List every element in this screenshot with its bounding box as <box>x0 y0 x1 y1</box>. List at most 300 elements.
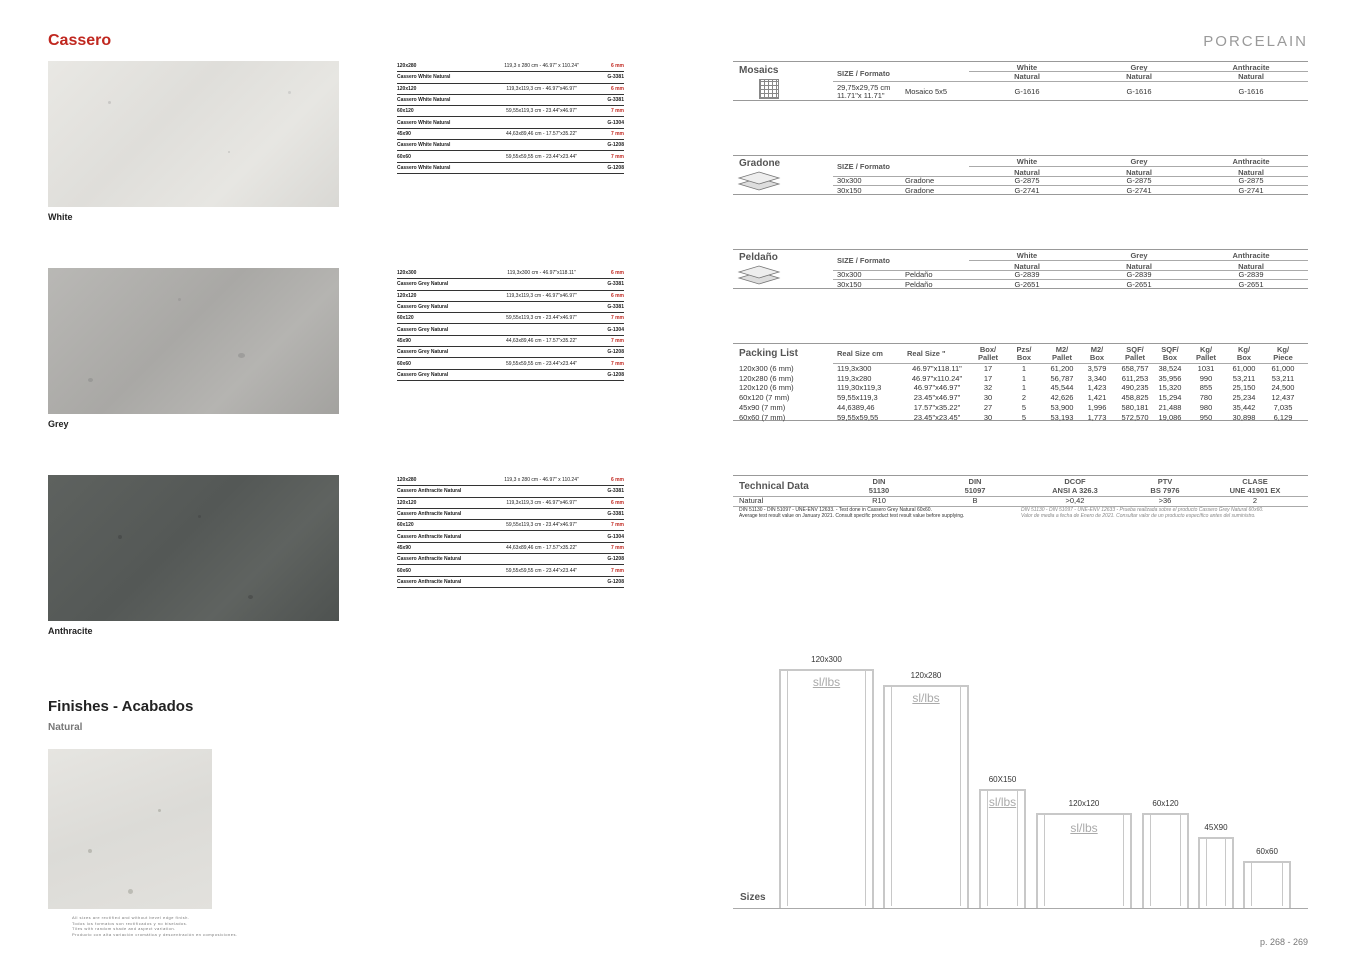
finish-natural-image <box>48 749 212 909</box>
finish-natural: Natural <box>1238 262 1264 271</box>
spec-name: Cassero White Natural <box>397 164 451 171</box>
peldano-table <box>733 249 1308 289</box>
packing-cell: 25,234 <box>1232 393 1256 403</box>
packing-cell: 38,524 <box>1158 364 1182 373</box>
swatch-anthracite-image <box>48 475 339 621</box>
swatch-white-image <box>48 61 339 207</box>
col-anthracite: Anthracite <box>1232 251 1270 260</box>
spec-row <box>397 520 624 531</box>
spec-dimensions: 44,63x89,46 cm - 17.57"x35.22" <box>505 544 578 551</box>
col-grey: Grey <box>1130 157 1148 166</box>
packing-cell: 120x280 (6 mm) <box>739 373 794 383</box>
col-anthracite: Anthracite <box>1232 157 1270 166</box>
spec-value: G-1208 <box>607 349 624 356</box>
spec-name: Cassero Grey Natural <box>397 326 449 333</box>
spec-dimensions: 119,3 x 280 cm - 46.97" x 110.24" <box>504 477 579 484</box>
spec-row <box>397 151 624 162</box>
spec-name: Cassero Anthracite Natural <box>397 488 462 495</box>
peldano-name: Peldaño <box>905 270 933 279</box>
spec-row <box>397 336 624 347</box>
tech-header: ANSI A 326.3 <box>1052 486 1098 495</box>
spec-name: 45x90 <box>397 337 411 344</box>
sizes-title: Sizes <box>740 892 766 903</box>
spec-dimensions: 59,55x59,55 cm - 23.44"x23.44" <box>505 153 578 160</box>
slab-inner-outline <box>891 685 961 906</box>
slab-label: 120x120 <box>1068 799 1100 808</box>
packing-cell: 60x60 (7 mm) <box>739 412 786 422</box>
slab-label: 45X90 <box>1204 823 1228 832</box>
packing-header: Pzs/ <box>1016 345 1032 354</box>
slabs-logo: sl/lbs <box>812 675 841 689</box>
spec-name: Cassero White Natural <box>397 142 451 149</box>
packing-cell: 46.97"x110.24" <box>911 373 963 383</box>
spec-row <box>397 117 624 128</box>
spec-row <box>397 577 624 588</box>
spec-row <box>397 543 624 554</box>
packing-cell: 5 <box>1021 412 1027 422</box>
slabs-logo: sl/lbs <box>988 795 1017 809</box>
packing-cell: 61,000 <box>1271 364 1295 373</box>
mosaic-icon <box>759 79 779 99</box>
packing-cell: 45x90 (7 mm) <box>739 402 786 412</box>
tech-header: CLASE <box>1242 477 1268 486</box>
peldano-size: 30x300 <box>837 270 862 279</box>
packing-cell: 1 <box>1021 373 1027 383</box>
col-white: White <box>1016 157 1038 166</box>
tech-value: 2 <box>1252 496 1258 505</box>
spec-row <box>397 358 624 369</box>
spec-name: 60x60 <box>397 567 411 574</box>
spec-list-white <box>397 61 624 174</box>
slab-inner-outline <box>1206 837 1226 906</box>
spec-row <box>397 95 624 106</box>
spec-name: 120x280 <box>397 477 417 484</box>
slabs-logo: sl/lbs <box>1070 821 1098 835</box>
spec-value: G-1208 <box>607 371 624 378</box>
packing-cell: 17 <box>983 364 993 373</box>
packing-cell: 780 <box>1199 393 1213 403</box>
gradone-title: Gradone <box>739 158 781 169</box>
spec-row <box>397 140 624 151</box>
peldano-code: G-2651 <box>1238 280 1264 289</box>
packing-cell: 12,437 <box>1271 393 1295 403</box>
gradone-code: G-2741 <box>1014 186 1040 195</box>
packing-cell: 1,423 <box>1087 383 1107 393</box>
spec-name: Cassero Anthracite Natural <box>397 556 462 563</box>
spec-name: Cassero Grey Natural <box>397 349 449 356</box>
peldano-code: G-2839 <box>1014 270 1040 279</box>
tech-value: B <box>972 496 978 505</box>
spec-row <box>397 554 624 565</box>
spec-dimensions: 59,55x59,55 cm - 23.44"x23.44" <box>505 360 578 367</box>
packing-cell: 1031 <box>1197 364 1215 373</box>
page-number: p. 268 - 269 <box>1259 937 1308 947</box>
packing-header: Pallet <box>1195 353 1216 362</box>
packing-cell: 30 <box>983 412 993 422</box>
packing-cell: 53,211 <box>1232 373 1256 383</box>
finish-natural: Natural <box>1238 72 1264 81</box>
gradone-name: Gradone <box>905 176 935 185</box>
packing-cell: 42,626 <box>1050 393 1074 403</box>
spec-name: 60x120 <box>397 522 414 529</box>
gradone-code: G-2741 <box>1238 186 1264 195</box>
packing-cell: 46.97"x46.97" <box>913 383 961 393</box>
finish-natural: Natural <box>1126 262 1152 271</box>
packing-header: SQF/ <box>1126 345 1144 354</box>
slab-label: 120x280 <box>910 671 942 680</box>
spec-value: 7 mm <box>610 544 624 551</box>
packing-cell: 5 <box>1021 402 1027 412</box>
packing-header: Box <box>1236 353 1252 362</box>
tech-header: DCOF <box>1064 477 1086 486</box>
packing-header: Real Size cm <box>837 349 883 358</box>
slab-label: 60x120 <box>1152 799 1179 808</box>
packing-header: M2/ <box>1055 345 1069 354</box>
spec-value: 7 mm <box>610 108 624 115</box>
spec-row <box>397 370 624 381</box>
gradone-size: 30x150 <box>837 186 862 195</box>
spec-name: 45x90 <box>397 544 411 551</box>
spec-dimensions: 119,3x119,3 cm - 46.97"x46.97" <box>506 85 577 92</box>
packing-cell: 15,294 <box>1158 393 1182 403</box>
step-icon <box>737 170 781 194</box>
packing-cell: 120x120 (6 mm) <box>739 383 794 393</box>
spec-row <box>397 302 624 313</box>
packing-cell: 61,000 <box>1232 364 1256 373</box>
spec-dimensions: 59,55x59,55 cm - 23.44"x23.44" <box>505 567 578 574</box>
packing-list-table <box>733 343 1308 421</box>
spec-value: G-1208 <box>607 556 624 563</box>
packing-cell: 35,442 <box>1232 402 1256 412</box>
spec-dimensions: 44,63x89,46 cm - 17.57"x35.22" <box>505 337 578 344</box>
slab-label: 60x60 <box>1256 847 1278 856</box>
spec-value: 6 mm <box>610 63 624 70</box>
packing-header: Box <box>1089 353 1105 362</box>
packing-cell: 59,55x59,55 <box>837 412 879 422</box>
packing-cell: 53,211 <box>1271 373 1295 383</box>
spec-row <box>397 565 624 576</box>
packing-cell: 30 <box>983 393 993 403</box>
spec-row <box>397 106 624 117</box>
spec-value: G-3381 <box>607 281 624 288</box>
spec-row <box>397 509 624 520</box>
packing-cell: 60x120 (7 mm) <box>739 393 790 403</box>
peldano-code: G-2839 <box>1238 270 1264 279</box>
swatch-label-grey: Grey <box>48 419 69 429</box>
mosaic-size-in: 11.71"x 11.71" <box>837 91 885 100</box>
packing-cell: 119,3x280 <box>837 373 872 383</box>
packing-cell: 2 <box>1021 393 1027 403</box>
packing-header: Piece <box>1273 353 1293 362</box>
finish-natural: Natural <box>1126 168 1152 177</box>
spec-name: 120x120 <box>397 499 417 506</box>
size-header: SIZE / Formato <box>837 162 890 171</box>
packing-cell: 32 <box>983 383 993 393</box>
spec-row <box>397 347 624 358</box>
peldano-code: G-2651 <box>1014 280 1040 289</box>
slab-label: 60X150 <box>988 775 1017 784</box>
packing-cell: 17.57"x35.22" <box>913 402 961 412</box>
packing-cell: 23.45"x23.45" <box>913 412 961 422</box>
gradone-code: G-2741 <box>1126 186 1152 195</box>
spec-name: Cassero Anthracite Natural <box>397 511 462 518</box>
spec-row <box>397 72 624 83</box>
footnote: All sizes are rectified and without bevel edge finish. Todos los formatos son rectificados y no biselados. Tiles with random shade and aspect variation. Producto con alta variación cromática y descentración en composiciones. <box>72 915 238 937</box>
mosaic-code-white: G-1616 <box>1014 87 1040 96</box>
spec-value: 6 mm <box>610 292 624 299</box>
mosaic-code-grey: G-1616 <box>1126 87 1152 96</box>
tech-note-en: Average test result value on January 2021. Consult specific product test result value before supplying. <box>739 513 965 519</box>
packing-cell: 7,035 <box>1273 402 1293 412</box>
mosaic-size-cm: 29,75x29,75 cm <box>837 83 891 92</box>
packing-cell: 53,900 <box>1050 402 1074 412</box>
tech-header: 51130 <box>868 486 890 495</box>
finish-natural: Natural <box>1014 72 1040 81</box>
slab-inner-outline <box>787 669 866 906</box>
spec-row <box>397 268 624 279</box>
finish-natural: Natural <box>1238 168 1264 177</box>
peldano-name: Peldaño <box>905 280 933 289</box>
packing-cell: 1,421 <box>1087 393 1107 403</box>
tech-value: >36 <box>1158 496 1172 505</box>
col-white: White <box>1016 63 1038 72</box>
packing-cell: 19,086 <box>1158 412 1182 422</box>
gradone-code: G-2875 <box>1238 176 1264 185</box>
spec-name: 45x90 <box>397 130 411 137</box>
mosaics-title: Mosaics <box>739 65 779 76</box>
spec-row <box>397 163 624 174</box>
peldano-title: Peldaño <box>739 252 778 263</box>
spec-value: 6 mm <box>610 477 624 484</box>
packing-cell: 1 <box>1021 383 1027 393</box>
spec-name: Cassero Grey Natural <box>397 371 449 378</box>
spec-value: G-3381 <box>607 304 624 311</box>
packing-cell: 24,500 <box>1271 383 1295 393</box>
swatch-grey-image <box>48 268 339 414</box>
finishes-subtitle: Natural <box>48 722 83 733</box>
swatch-label-white: White <box>48 212 73 222</box>
packing-header: Pallet <box>1051 353 1072 362</box>
packing-cell: 15,320 <box>1158 383 1182 393</box>
packing-cell: 119,30x119,3 <box>837 383 882 393</box>
slab-inner-outline <box>1150 813 1181 906</box>
spec-name: 120x280 <box>397 63 417 70</box>
spec-value: G-1304 <box>607 533 624 540</box>
col-grey: Grey <box>1130 63 1148 72</box>
spec-name: 60x120 <box>397 108 414 115</box>
gradone-name: Gradone <box>905 186 935 195</box>
spec-value: G-1208 <box>607 578 624 585</box>
gradone-size: 30x300 <box>837 176 862 185</box>
packing-cell: 21,488 <box>1158 402 1182 412</box>
packing-cell: 990 <box>1199 373 1213 383</box>
packing-cell: 658,757 <box>1121 364 1149 373</box>
col-anthracite: Anthracite <box>1232 63 1270 72</box>
tech-header: UNE 41901 EX <box>1229 486 1281 495</box>
spec-dimensions: 119,3x119,3 cm - 46.97"x46.97" <box>506 292 577 299</box>
slabs-logo: sl/lbs <box>912 691 940 705</box>
spec-dimensions: 44,63x89,46 cm - 17.57"x35.22" <box>505 130 578 137</box>
spec-value: 6 mm <box>610 499 624 506</box>
gradone-code: G-2875 <box>1014 176 1040 185</box>
packing-cell: 1 <box>1021 364 1027 373</box>
packing-cell: 27 <box>983 402 993 412</box>
spec-name: Cassero White Natural <box>397 119 451 126</box>
spec-dimensions: 119,3 x 280 cm - 46.97" x 110.24" <box>504 63 579 70</box>
tech-note-en: DIN 51130 - DIN 51097 - UNE-ENV 12633. - Test done in Cassero Grey Natural 60x60. <box>739 507 932 513</box>
tech-value: R10 <box>872 496 886 505</box>
spec-list-grey <box>397 268 624 381</box>
tech-header: DIN <box>968 477 982 486</box>
spec-dimensions: 59,55x119,3 cm - 23.44"x46.97" <box>506 522 577 529</box>
packing-header: Real Size " <box>907 349 946 358</box>
spec-name: 120x120 <box>397 85 417 92</box>
spec-dimensions: 59,55x119,3 cm - 23.44"x46.97" <box>506 108 577 115</box>
size-header: SIZE / Formato <box>837 69 890 78</box>
packing-cell: 580,181 <box>1121 402 1149 412</box>
spec-value: 7 mm <box>610 153 624 160</box>
packing-cell: 980 <box>1199 402 1213 412</box>
spec-dimensions: 119,3x119,3 cm - 46.97"x46.97" <box>506 499 577 506</box>
packing-cell: 59,55x119,3 <box>837 393 878 403</box>
spec-value: 7 mm <box>610 360 624 367</box>
packing-header: Box/ <box>979 345 997 354</box>
slab-label: 120x300 <box>811 655 842 664</box>
spec-value: 7 mm <box>610 337 624 344</box>
size-header: SIZE / Formato <box>837 256 890 265</box>
spec-row <box>397 498 624 509</box>
spec-row <box>397 291 624 302</box>
packing-header: Kg/ <box>1237 345 1251 354</box>
spec-name: 60x60 <box>397 360 411 367</box>
packing-cell: 6,129 <box>1273 412 1293 422</box>
spec-name: Cassero Grey Natural <box>397 281 449 288</box>
mosaic-name: Mosaico 5x5 <box>905 87 948 96</box>
packing-cell: 56,787 <box>1050 373 1074 383</box>
packing-cell: 611,253 <box>1121 373 1149 383</box>
finish-natural: Natural <box>1126 72 1152 81</box>
packing-header: Kg/ <box>1276 345 1290 354</box>
packing-cell: 3,579 <box>1087 364 1107 373</box>
spec-name: 60x120 <box>397 315 414 322</box>
spec-name: 120x300 <box>397 270 417 277</box>
spec-row <box>397 84 624 95</box>
col-grey: Grey <box>1130 251 1148 260</box>
spec-row <box>397 475 624 486</box>
technical-data-table <box>733 475 1308 521</box>
gradone-code: G-2875 <box>1126 176 1152 185</box>
peldano-code: G-2839 <box>1126 270 1152 279</box>
tech-note-es: DIN 51130 - DIN 51097 - UNE-ENV 12633 - Prueba realizada sobre el producto Cassero Grey Natural 60x60. <box>1021 507 1264 513</box>
peldano-size: 30x150 <box>837 280 862 289</box>
spec-row <box>397 324 624 335</box>
packing-cell: 30,898 <box>1232 412 1256 422</box>
tech-header: 51097 <box>964 486 986 495</box>
packing-header: SQF/ <box>1161 345 1179 354</box>
packing-title: Packing List <box>739 348 798 359</box>
tech-header: DIN <box>872 477 886 486</box>
page-title: Cassero <box>48 32 112 49</box>
spec-value: G-1208 <box>607 164 624 171</box>
spec-list-anthracite <box>397 475 624 588</box>
peldano-code: G-2651 <box>1126 280 1152 289</box>
spec-row <box>397 486 624 497</box>
packing-cell: 46.97"x118.11" <box>912 364 962 373</box>
packing-cell: 950 <box>1199 412 1213 422</box>
technical-title: Technical Data <box>739 481 809 492</box>
spec-dimensions: 59,55x119,3 cm - 23.44"x46.97" <box>506 315 577 322</box>
finish-natural: Natural <box>1014 168 1040 177</box>
brand-label: PORCELAIN <box>1203 33 1308 50</box>
packing-cell: 120x300 (6 mm) <box>739 364 794 373</box>
mosaic-code-anthracite: G-1616 <box>1238 87 1264 96</box>
packing-header: Kg/ <box>1199 345 1213 354</box>
spec-name: Cassero White Natural <box>397 74 451 81</box>
spec-name: 60x60 <box>397 153 411 160</box>
spec-value: 7 mm <box>610 522 624 529</box>
packing-cell: 855 <box>1199 383 1213 393</box>
spec-value: G-3381 <box>607 97 624 104</box>
spec-row <box>397 129 624 140</box>
packing-cell: 119,3x300 <box>837 364 872 373</box>
spec-row <box>397 313 624 324</box>
tech-header: BS 7976 <box>1150 486 1180 495</box>
packing-cell: 61,200 <box>1050 364 1074 373</box>
spec-dimensions: 119,3x300 cm - 46.97"x118.11" <box>507 270 576 277</box>
spec-name: Cassero Anthracite Natural <box>397 533 462 540</box>
spec-value: G-1304 <box>607 326 624 333</box>
spec-name: 120x120 <box>397 292 417 299</box>
packing-header: Pallet <box>977 353 998 362</box>
spec-name: Cassero Anthracite Natural <box>397 578 462 585</box>
packing-header: Pallet <box>1124 353 1145 362</box>
tech-row-label: Natural <box>739 496 764 505</box>
spec-value: G-3381 <box>607 488 624 495</box>
packing-cell: 35,956 <box>1158 373 1182 383</box>
packing-cell: 1,996 <box>1087 402 1107 412</box>
spec-value: 7 mm <box>610 567 624 574</box>
mosaics-table <box>733 61 1308 101</box>
packing-cell: 44,6389,46 <box>837 402 875 412</box>
packing-cell: 23.45"x46.97" <box>913 393 961 403</box>
sizes-baseline <box>733 908 1308 909</box>
packing-header: Box <box>1016 353 1032 362</box>
spec-value: 7 mm <box>610 130 624 137</box>
spec-value: G-1208 <box>607 142 624 149</box>
packing-cell: 45,544 <box>1050 383 1074 393</box>
packing-cell: 458,825 <box>1121 393 1149 403</box>
swatch-label-anthracite: Anthracite <box>48 626 93 636</box>
packing-cell: 25,150 <box>1232 383 1256 393</box>
spec-value: 7 mm <box>610 315 624 322</box>
packing-cell: 572,570 <box>1121 412 1149 422</box>
finishes-title: Finishes - Acabados <box>48 698 194 715</box>
spec-value: 6 mm <box>610 270 624 277</box>
spec-row <box>397 531 624 542</box>
tech-header: PTV <box>1157 477 1173 486</box>
spec-row <box>397 279 624 290</box>
spec-value: G-1304 <box>607 119 624 126</box>
spec-value: 6 mm <box>610 85 624 92</box>
packing-cell: 3,340 <box>1087 373 1107 383</box>
tech-value: >0,42 <box>1065 496 1085 505</box>
packing-cell: 53,193 <box>1050 412 1074 422</box>
spec-value: G-3381 <box>607 511 624 518</box>
packing-cell: 490,235 <box>1121 383 1149 393</box>
packing-cell: 1,773 <box>1087 412 1107 422</box>
spec-name: Cassero Grey Natural <box>397 304 449 311</box>
packing-header: Box <box>1162 353 1178 362</box>
